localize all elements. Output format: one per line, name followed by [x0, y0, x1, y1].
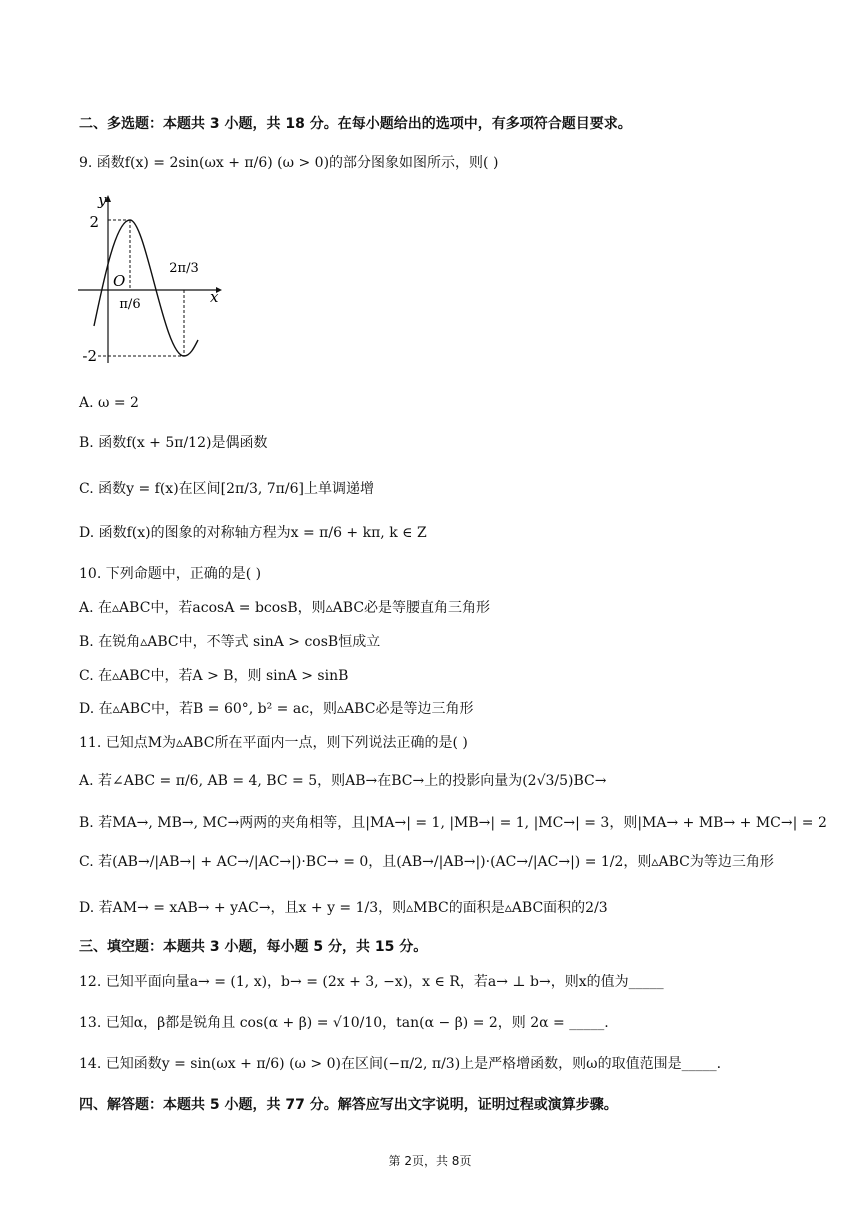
q11-option-b: B. 若MA→, MB→, MC→两两的夹角相等，且|MA→| = 1, |MB→| = 1, |MC→| = 3，则|MA→ + MB→ + MC→| = 2: [79, 815, 827, 831]
question-11-stem: 11. 已知点M为▵ABC所在平面内一点，则下列说法正确的是( ): [79, 735, 468, 751]
q11-option-a: A. 若∠ABC = π/6, AB = 4, BC = 5，则AB→在BC→上的投影向量为(2√3/5)BC→: [79, 773, 607, 789]
x1-label: π/6: [119, 297, 141, 312]
question-9-stem: 9. 函数f(x) = 2sin(ωx + π/6) (ω > 0)的部分图象如图所示，则( ): [79, 155, 499, 171]
min-label: -2: [82, 347, 97, 365]
q9-option-a: A. ω = 2: [79, 395, 139, 411]
origin-label: O: [113, 272, 126, 290]
max-label: 2: [89, 213, 99, 231]
x2-label: 2π/3: [169, 261, 199, 276]
sine-graph: [74, 188, 234, 368]
y-axis-label: y: [98, 191, 107, 209]
q11-option-c: C. 若(AB→/|AB→| + AC→/|AC→|)·BC→ = 0，且(AB→/|AB→|)·(AC→/|AC→|) = 1/2，则▵ABC为等边三角形: [79, 854, 774, 870]
q10-option-d: D. 在▵ABC中，若B = 60°, b² = ac，则▵ABC必是等边三角形: [79, 701, 474, 717]
question-10-stem: 10. 下列命题中，正确的是( ): [79, 566, 262, 582]
question-12: 12. 已知平面向量a→ = (1, x)，b→ = (2x + 3, −x)，x ∈ R，若a→ ⊥ b→，则x的值为_____: [79, 974, 664, 990]
section-2-heading: 二、多选题：本题共 3 小题，共 18 分。在每小题给出的选项中，有多项符合题目要求。: [79, 116, 632, 132]
question-13: 13. 已知α，β都是锐角且 cos(α + β) = √10/10，tan(α − β) = 2，则 2α = _____.: [79, 1015, 609, 1031]
question-14: 14. 已知函数y = sin(ωx + π/6) (ω > 0)在区间(−π/2, π/3)上是严格增函数，则ω的取值范围是_____.: [79, 1056, 722, 1072]
q10-option-a: A. 在▵ABC中，若acosA = bcosB，则▵ABC必是等腰直角三角形: [79, 600, 491, 616]
x-axis-label: x: [210, 288, 219, 306]
q10-option-c: C. 在▵ABC中，若A > B，则 sinA > sinB: [79, 668, 349, 684]
sine-curve: [94, 220, 198, 356]
q11-option-d: D. 若AM→ = xAB→ + yAC→，且x + y = 1/3，则▵MBC的面积是▵ABC面积的2/3: [79, 900, 608, 916]
section-3-heading: 三、填空题：本题共 3 小题，每小题 5 分，共 15 分。: [79, 939, 428, 955]
q9-option-d: D. 函数f(x)的图象的对称轴方程为x = π/6 + kπ, k ∈ Z: [79, 525, 427, 541]
q9-option-c: C. 函数y = f(x)在区间[2π/3, 7π/6]上单调递增: [79, 481, 374, 497]
section-4-heading: 四、解答题：本题共 5 小题，共 77 分。解答应写出文字说明，证明过程或演算步骤。: [79, 1097, 618, 1113]
q10-option-b: B. 在锐角▵ABC中，不等式 sinA > cosB恒成立: [79, 634, 381, 650]
q9-option-b: B. 函数f(x + 5π/12)是偶函数: [79, 435, 268, 451]
page-footer: 第 2页，共 8页: [388, 1154, 472, 1168]
